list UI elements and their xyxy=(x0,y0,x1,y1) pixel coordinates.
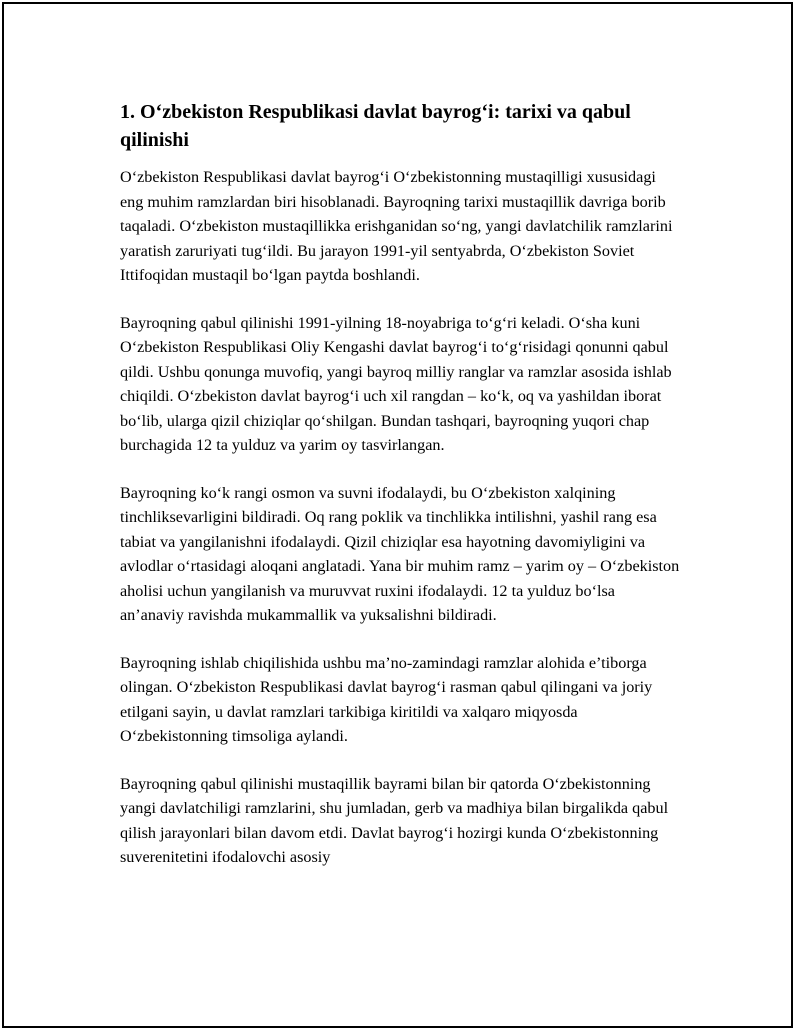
section-heading: 1. O‘zbekiston Respublikasi davlat bayrog‘i: tarixi va qabul qilinishi xyxy=(120,101,631,151)
paragraph-continuation: Bayroqning qabul qilinishi mustaqillik bayrami bilan bir qatorda O‘zbekistonning yangi davlatchiligi ramzlarini, shu jumladan, gerb va madhiya bilan birgalikda qabul qilish jarayonlari bilan davom etdi. Davlat bayrog‘i hozirgi kunda O‘zbekistonning suverenitetini ifodalovchi asosiy xyxy=(120,774,669,866)
paragraph-colors-meaning: Bayroqning ko‘k rangi osmon va suvni ifodalaydi, bu O‘zbekiston xalqining tinchliksevarligini bildiradi. Oq rang poklik va tinchlikka intilishni, yashil rang esa tabiat va yangilanishni ifodalaydi. Qizil chiziqlar esa hayotning davomiyligini va avlodlar o‘rtasidagi aloqani anglatadi. Yana bir muhim ramz – yarim oy – O‘zbekiston aholisi uchun yangilanish va muruvvat ruxini ifodalaydi. 12 ta yulduz bo‘lsa an’anaviy ravishda mukammallik va yuksalishni bildiradi. xyxy=(120,483,680,624)
document-page xyxy=(2,2,793,1028)
paragraph-symbols: Bayroqning ishlab chiqilishida ushbu ma’no-zamindagi ramzlar alohida e’tiborga olingan. O‘zbekiston Respublikasi davlat bayrog‘i rasman qabul qilingani va joriy etilgani sayin, u davlat ramzlari tarkibiga kiritildi va xalqaro miqyosda O‘zbekistonning timsoliga aylandi. xyxy=(120,653,653,745)
paragraph-adoption: Bayroqning qabul qilinishi 1991-yilning 18-noyabriga to‘g‘ri keladi. O‘sha kuni O‘zbekiston Respublikasi Oliy Kengashi davlat bayrog‘i to‘g‘risidagi qonunni qabul qildi. Ushbu qonunga muvofiq, yangi bayroq milliy ranglar va ramzlar asosida ishlab chiqildi. O‘zbekiston davlat bayrog‘i uch xil rangdan – ko‘k, oq va yashildan iborat bo‘lib, ularga qizil chiziqlar qo‘shilgan. Bundan tashqari, bayroqning yuqori chap burchagida 12 ta yulduz va yarim oy tasvirlangan. xyxy=(120,313,672,454)
paragraph-history: O‘zbekiston Respublikasi davlat bayrog‘i O‘zbekistonning mustaqilligi xususidagi eng muhim ramzlardan biri hisoblanadi. Bayroqning tarixi mustaqillik davriga borib taqaladi. O‘zbekiston mustaqillikka erishganidan so‘ng, yangi davlatchilik ramzlarini yaratish zaruriyati tug‘ildi. Bu jarayon 1991-yil sentyabrda, O‘zbekiston Soviet Ittifoqidan mustaqil bo‘lgan paytda boshlandi. xyxy=(120,168,673,284)
document-body xyxy=(120,98,680,893)
